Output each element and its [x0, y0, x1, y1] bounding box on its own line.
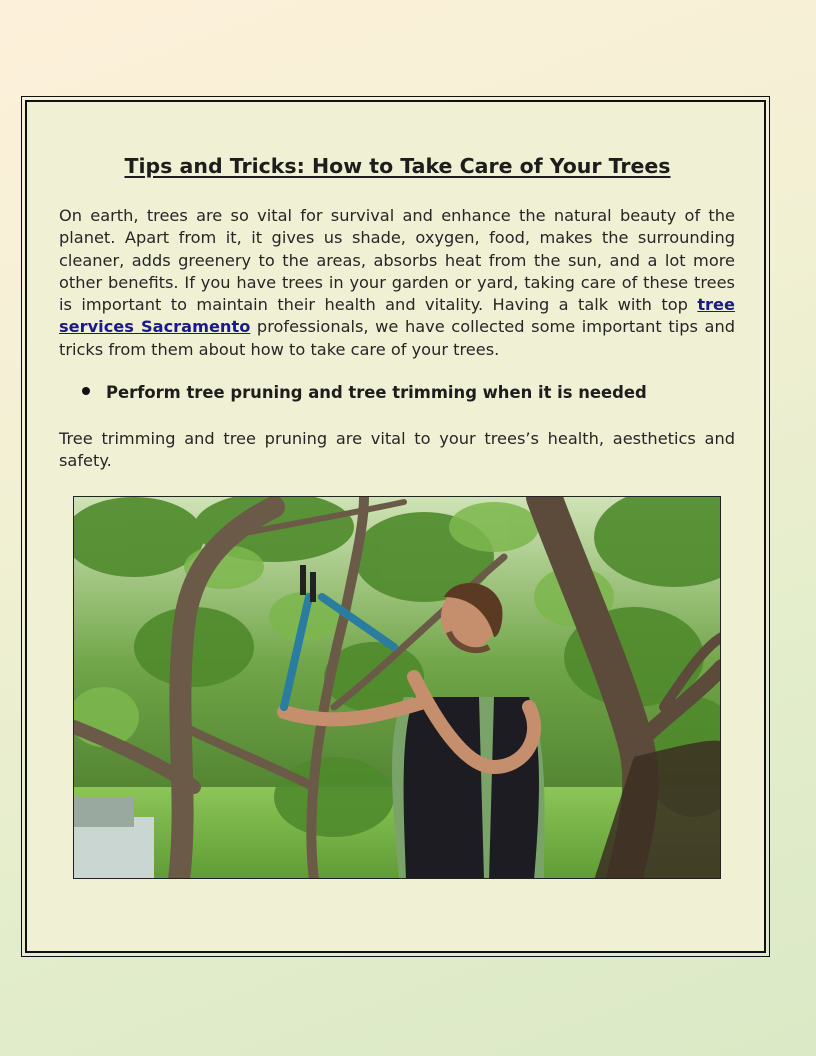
intro-text-before-link: On earth, trees are so vital for survival and enhance the natural beauty of the planet. Apart from it, it gives us shade, oxygen, food, makes the surrounding cleaner, adds greenery to the areas, absorbs heat from the sun, and a lot more other benefits. If you have trees in your garden or yard, taking care of these trees is important to maintain their health and vitality. Having a talk with top [59, 206, 735, 315]
bullet-text: Perform tree pruning and tree trimming when it is needed [106, 383, 647, 402]
bullet-dot-icon [82, 387, 90, 395]
tree-pruning-photo [73, 496, 721, 879]
trimming-paragraph: Tree trimming and tree pruning are vital to your trees’s health, aesthetics and safety. [59, 429, 735, 471]
intro-text-after-link: professionals, we have collected some important tips and tricks from them about how to take care of your trees. [59, 317, 735, 359]
page-title: Tips and Tricks: How to Take Care of Your Trees [124, 154, 671, 178]
bullet-item [82, 383, 647, 402]
tree-services-link[interactable]: tree services Sacramento [59, 295, 735, 337]
intro-paragraph [59, 205, 735, 361]
